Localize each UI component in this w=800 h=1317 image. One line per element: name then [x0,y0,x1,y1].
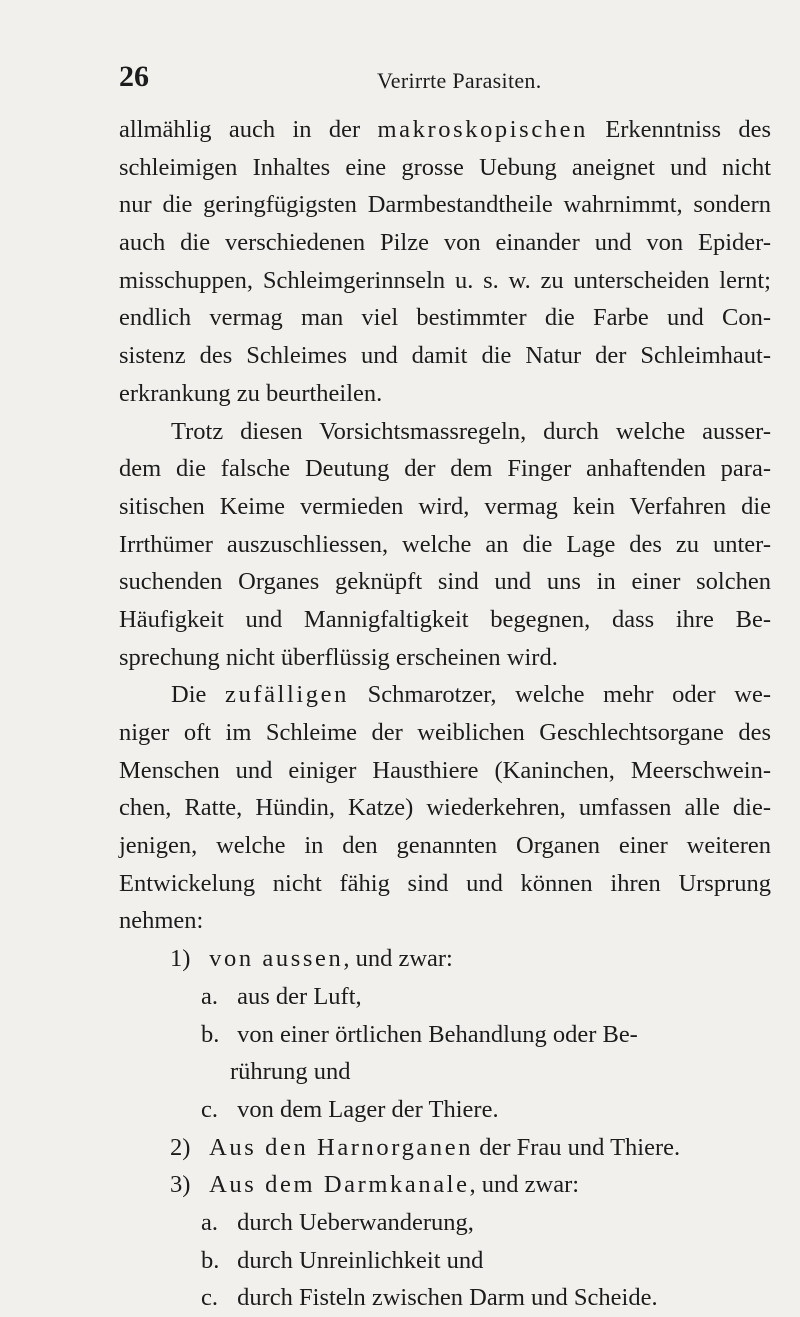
list-marker: 3) [170,1171,191,1199]
list-subitem-continuation: rührung und [230,1058,351,1086]
text-line: Häufigkeit und Mannigfaltigkeit begegnen, dass ihre Be- [119,605,771,633]
list-subitem: c. von dem Lager der Thiere. [201,1095,499,1123]
paragraph-3 [119,676,771,940]
text-line: allmählig auch in der makroskopischen Erkenntniss des [119,116,771,143]
list-subitem: b. durch Unreinlichkeit und [201,1246,484,1274]
text-line: suchenden Organes geknüpft sind und uns in einer solchen [119,568,771,596]
source-list [119,940,771,1317]
emphasized-word: Aus dem Darmkanale [209,1171,470,1199]
text-line: erkrankung zu beurtheilen. [119,379,383,407]
text-line: misschuppen, Schleimgerinnseln u. s. w. zu unterscheiden lernt; [119,266,771,294]
list-item-2: 2) Aus den Harnorganen der Frau und Thiere. [119,1129,771,1167]
text-line: dem die falsche Deutung der dem Finger anhaftenden para- [119,455,771,483]
page-number: 26 [119,60,149,93]
list-marker: 1) [170,945,191,973]
list-subitem: a. aus der Luft, [201,982,362,1010]
list-item-1: 1) von aussen, und zwar: [119,940,771,978]
emphasized-word: von aussen [209,945,344,973]
list-subitem: a. durch Ueberwanderung, [201,1208,474,1236]
running-title: Verirrte Parasiten. [377,68,542,93]
text-line: nur die geringfügigsten Darmbestandtheile wahrnimmt, sondern [119,191,771,219]
list-marker: 2) [170,1133,191,1161]
text-line: schleimigen Inhaltes eine grosse Uebung aneignet und nicht [119,153,771,181]
emphasized-word: makroskopischen [377,116,588,143]
text-line: Irrthümer auszuschliessen, welche an die Lage des zu unter- [119,530,771,558]
text-line: chen, Ratte, Hündin, Katze) wiederkehren, umfassen alle die- [119,794,771,822]
list-subitem: b. von einer örtlichen Behandlung oder Be- [201,1020,638,1048]
text-line: auch die verschiedenen Pilze von einander und von Epider- [119,229,771,257]
text-line: Entwickelung nicht fähig sind und können ihren Ursprung [119,869,771,897]
emphasized-word: zufälligen [225,681,349,709]
paragraph-2 [119,413,771,677]
body-text [119,111,771,1317]
text-line: sprechung nicht überflüssig erscheinen wird. [119,643,558,671]
text-line: jenigen, welche in den genannten Organen einer weiteren [119,832,771,860]
list-subitem: c. durch Fisteln zwischen Darm und Scheide. [201,1284,658,1312]
text-line: Trotz diesen Vorsichtsmassregeln, durch welche ausser- [171,417,771,445]
text-line: sistenz des Schleimes und damit die Natur der Schleimhaut- [119,342,771,370]
emphasized-word: Aus den Harnorganen [209,1133,474,1161]
paragraph-1 [119,111,771,413]
text-line: niger oft im Schleime der weiblichen Geschlechtsorgane des [119,719,771,746]
text-line: Die zufälligen Schmarotzer, welche mehr oder we- [171,681,771,709]
text-line: sitischen Keime vermieden wird, vermag kein Verfahren die [119,492,771,520]
text-line: nehmen: [119,907,204,935]
text-line: Menschen und einiger Hausthiere (Kaninchen, Meerschwein- [119,756,771,784]
list-item-3: 3) Aus dem Darmkanale, und zwar: [119,1166,771,1204]
page-header [119,62,769,102]
text-line: endlich vermag man viel bestimmter die Farbe und Con- [119,304,771,332]
